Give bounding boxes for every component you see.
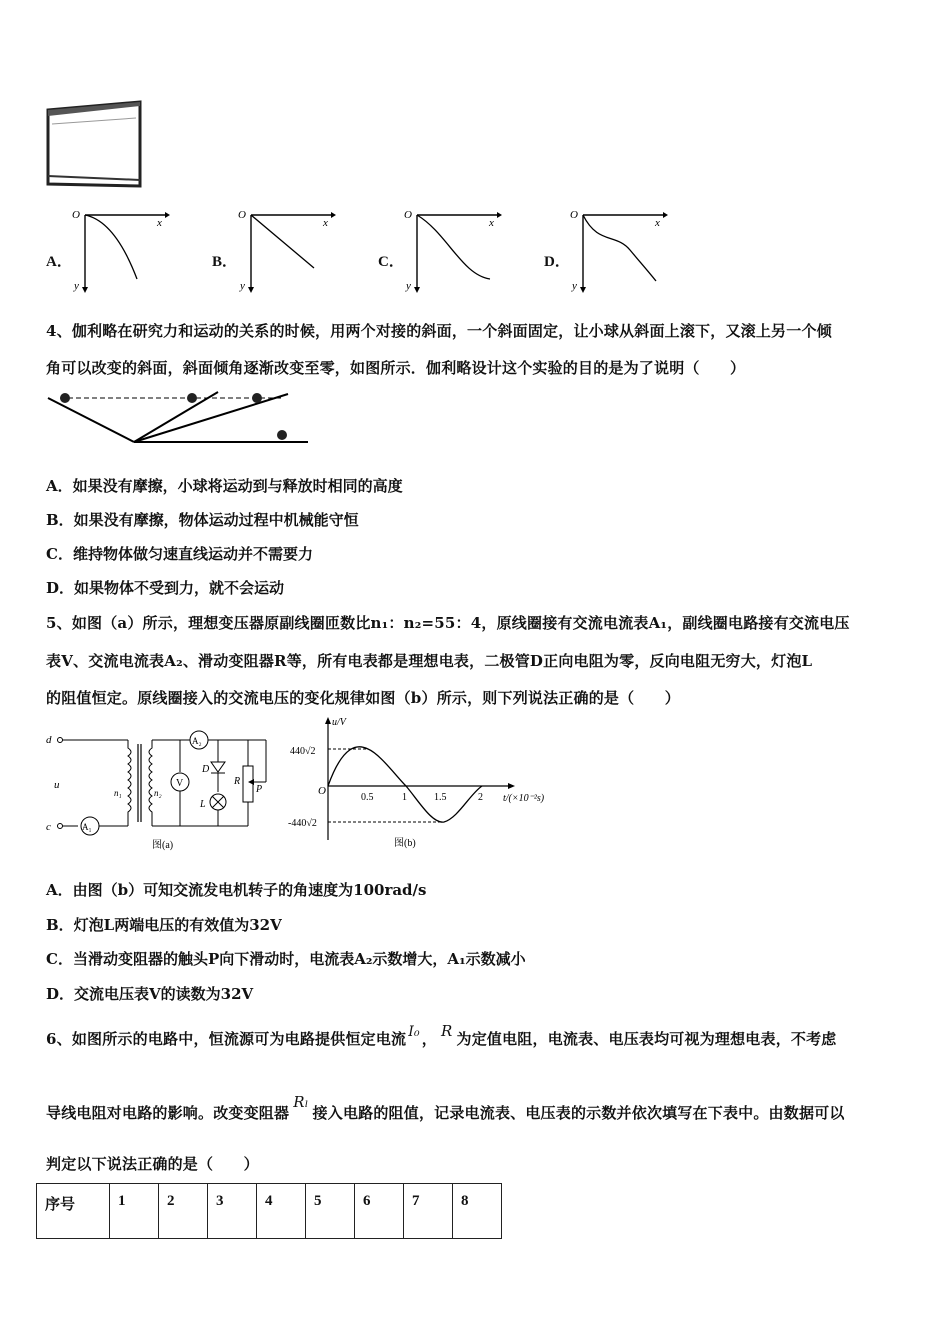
svg-text:c: c — [46, 821, 51, 833]
option-a-label: A． — [46, 254, 72, 270]
svg-text:D: D — [202, 764, 210, 775]
y-axis-label: y — [240, 280, 245, 292]
option-d-label: D． — [544, 254, 570, 270]
x-axis-label: x — [489, 217, 494, 229]
q6-stem-line3: 判定以下说法正确的是（ ） — [46, 1155, 259, 1173]
q5-option-b: B．灯泡L两端电压的有效值为32V — [46, 916, 282, 934]
svg-text:u: u — [54, 779, 60, 791]
q5-option-d: D．交流电压表V的读数为32V — [46, 985, 254, 1003]
svg-text:A₂: A₂ — [192, 736, 202, 746]
origin-label: O — [404, 209, 412, 221]
option-b-label: B． — [212, 254, 238, 270]
q6-r-symbol: R — [441, 1022, 453, 1040]
x-axis-label: x — [323, 217, 328, 229]
q4-option-d: D．如果物体不受到力，就不会运动 — [46, 579, 285, 597]
table-cell: 4 — [257, 1184, 306, 1239]
origin-label: O — [570, 209, 578, 221]
svg-text:u/V: u/V — [332, 717, 346, 728]
svg-text:d: d — [46, 734, 52, 746]
svg-text:440√2: 440√2 — [290, 746, 316, 757]
table-cell: 6 — [355, 1184, 404, 1239]
y-axis-label: y — [406, 280, 411, 292]
svg-text:-440√2: -440√2 — [288, 818, 317, 829]
graph-option-a — [70, 205, 170, 295]
q4-option-b: B．如果没有摩擦，物体运动过程中机械能守恒 — [46, 511, 359, 529]
q6-stem-line2a: 导线电阻对电路的影响。改变变阻器 — [46, 1104, 290, 1122]
table-cell: 1 — [110, 1184, 159, 1239]
origin-label: O — [238, 209, 246, 221]
option-c-label: C． — [378, 254, 404, 270]
svg-text:图(a): 图(a) — [152, 840, 174, 851]
y-axis-label: y — [572, 280, 577, 292]
table-cell: 5 — [306, 1184, 355, 1239]
svg-text:O: O — [318, 785, 326, 797]
q5-option-c: C．当滑动变阻器的触头P向下滑动时，电流表A₂示数增大，A₁示数减小 — [46, 950, 526, 968]
svg-text:P: P — [256, 784, 263, 795]
svg-text:V: V — [176, 778, 184, 789]
board-figure — [44, 98, 144, 190]
table-cell: 3 — [208, 1184, 257, 1239]
graph-option-d — [568, 205, 668, 295]
x-axis-label: x — [157, 217, 162, 229]
svg-text:2: 2 — [478, 792, 483, 803]
table-row — [37, 1184, 502, 1239]
q6-stem-line2 — [46, 1093, 845, 1123]
table-cell: 8 — [453, 1184, 502, 1239]
table-cell: 7 — [404, 1184, 453, 1239]
q4-stem-line1: 4、伽利略在研究力和运动的关系的时候，用两个对接的斜面，一个斜面固定，让小球从斜面上滚下，又滚上另一个倾 — [46, 322, 832, 340]
graph-option-c — [402, 205, 502, 295]
svg-text:A₁: A₁ — [82, 822, 92, 832]
svg-text:t/(×10⁻²s): t/(×10⁻²s) — [503, 793, 545, 804]
table-header-cell: 序号 — [37, 1184, 110, 1239]
svg-text:R: R — [234, 776, 241, 787]
q6-stem-part2: 为定值电阻，电流表、电压表均可视为理想电表，不考虑 — [456, 1030, 837, 1048]
svg-text:图(b): 图(b) — [394, 838, 416, 849]
q6-stem-part1: 6、如图所示的电路中，恒流源可为电路提供恒定电流 — [46, 1030, 407, 1048]
svg-text:L: L — [200, 799, 206, 810]
y-axis-label: y — [74, 280, 79, 292]
table-cell: 2 — [159, 1184, 208, 1239]
q5-stem-line2: 表V、交流电流表A₂、滑动变阻器R等，所有电表都是理想电表，二极管D正向电阻为零，反向电阻无穷大，灯泡L — [46, 652, 813, 670]
q4-stem-line2: 角可以改变的斜面，斜面倾角逐渐改变至零，如图所示．伽利略设计这个实验的目的是为了说明（ ） — [46, 359, 746, 377]
svg-text:0.5: 0.5 — [361, 792, 374, 803]
q6-stem-line1: 6、如图所示的电路中，恒流源可为电路提供恒定电流 I₀ ， R 为定值电阻，电流表、电压表均可视为理想电表，不考虑 — [46, 1022, 837, 1048]
q4-option-c: C．维持物体做匀速直线运动并不需要力 — [46, 545, 313, 563]
q5-option-a: A．由图（b）可知交流发电机转子的角速度为100rad/s — [46, 881, 427, 899]
q5-stem-line1: 5、如图（a）所示，理想变压器原副线圈匝数比n₁：n₂=55：4，原线圈接有交流电流表A₁，副线圈电路接有交流电压 — [46, 614, 850, 632]
svg-text:n₂: n₂ — [154, 788, 162, 798]
svg-text:1: 1 — [402, 792, 407, 803]
q6-i0-symbol: I₀ — [408, 1024, 420, 1040]
circuit-figure-a — [44, 726, 276, 854]
svg-text:n₁: n₁ — [114, 788, 122, 798]
graph-option-b — [236, 205, 336, 295]
origin-label: O — [72, 209, 80, 221]
q6-data-table — [36, 1183, 502, 1239]
svg-text:1.5: 1.5 — [434, 792, 447, 803]
q5-stem-line3: 的阻值恒定。原线圈接入的交流电压的变化规律如图（b）所示，则下列说法正确的是（ ） — [46, 689, 680, 707]
x-axis-label: x — [655, 217, 660, 229]
incline-figure — [46, 388, 311, 448]
q4-option-a: A．如果没有摩擦，小球将运动到与释放时相同的高度 — [46, 477, 403, 495]
voltage-figure-b — [288, 714, 558, 854]
q6-rl-symbol: Rₗ — [293, 1093, 309, 1111]
q6-stem-line2b: 接入电路的阻值，记录电流表、电压表的示数并依次填写在下表中。由数据可以 — [312, 1104, 845, 1122]
